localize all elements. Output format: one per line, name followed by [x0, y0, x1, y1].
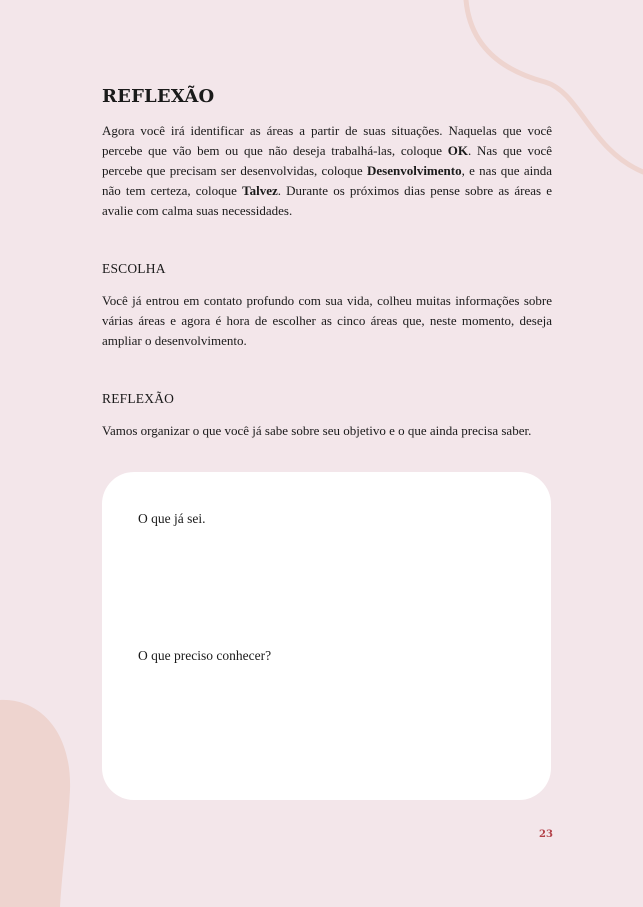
- page-number: 23: [539, 829, 553, 840]
- known-label: O que já sei.: [138, 511, 206, 526]
- choice-heading: ESCOLHA: [102, 261, 166, 276]
- page-title: REFLEXÃO: [102, 86, 215, 107]
- writing-box[interactable]: [102, 472, 551, 800]
- choice-paragraph: Você já entrou em contato profundo com sua vida, colheu muitas informações sobre várias áreas e agora é hora de escolher as cinco áreas que, neste momento, deseja ampliar o desenvolvimento.: [102, 293, 552, 348]
- main-content: [102, 86, 552, 441]
- reflection-paragraph: Vamos organizar o que você já sabe sobre seu objetivo e o que ainda precisa saber.: [102, 423, 532, 438]
- unknown-label: O que preciso conhecer?: [138, 648, 272, 663]
- intro-paragraph: Agora você irá identificar as áreas a partir de suas situações. Naquelas que você percebe que vão bem ou que não deseja trabalhá-las, coloque OK. Nas que você percebe que precisam ser desenvolvidas, coloque Desenvolvimento, e nas que ainda não tem certeza, coloque Talvez. Durante os próximos dias pense sobre as áreas e avalie com calma suas necessidades.: [102, 123, 553, 218]
- reflection-heading: REFLEXÃO: [102, 391, 175, 406]
- decorative-blob: [0, 700, 70, 907]
